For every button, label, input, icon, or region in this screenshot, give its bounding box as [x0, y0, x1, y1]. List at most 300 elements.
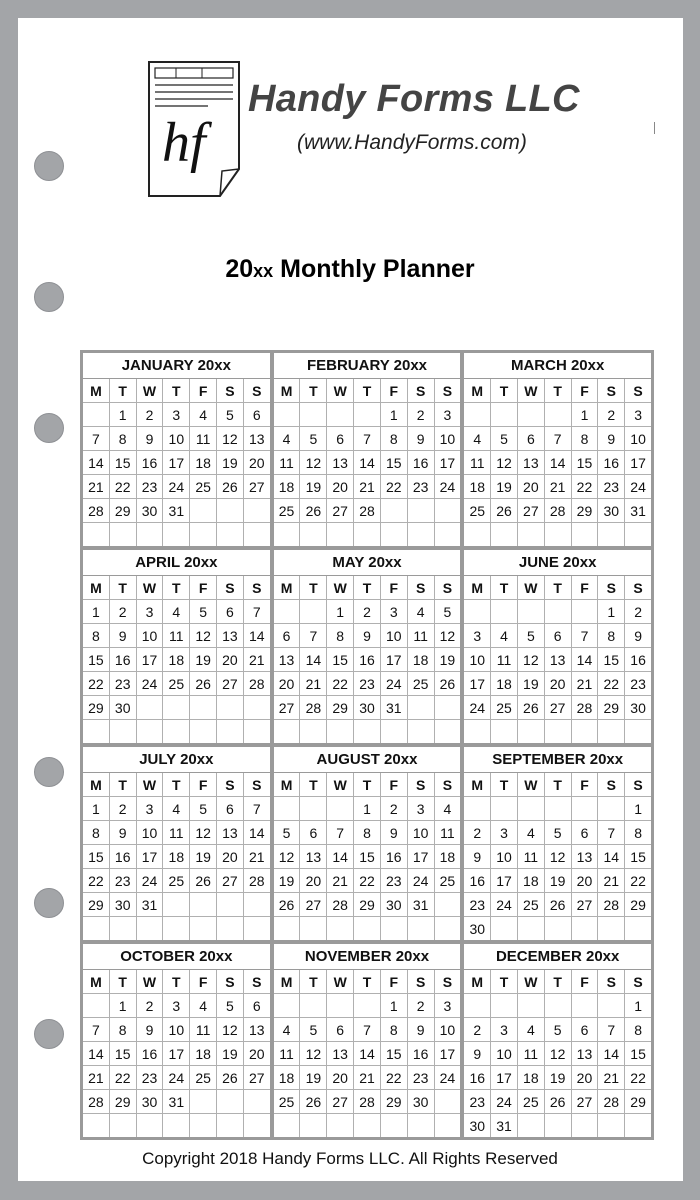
day-cell: 22	[625, 869, 651, 892]
day-cell: 31	[625, 499, 651, 522]
day-cell: 31	[408, 893, 434, 916]
day-cell: 5	[274, 821, 300, 844]
month-title: JUNE 20xx	[464, 550, 651, 576]
day-cell: 25	[274, 499, 300, 522]
empty-cell	[327, 797, 353, 820]
company-website: (www.HandyForms.com)	[297, 131, 527, 154]
day-cell: 30	[464, 917, 490, 940]
day-cell: 7	[598, 821, 624, 844]
weekday-label: T	[545, 970, 571, 993]
day-cell: 15	[83, 648, 109, 671]
day-cell: 23	[110, 869, 136, 892]
day-cell: 30	[381, 893, 407, 916]
day-cell: 12	[491, 451, 517, 474]
day-cell: 16	[137, 451, 163, 474]
day-cell: 28	[83, 1090, 109, 1113]
company-name: Handy Forms LLC	[248, 78, 580, 120]
day-cell: 6	[274, 624, 300, 647]
day-cell: 4	[190, 403, 216, 426]
empty-cell	[217, 720, 243, 743]
weekday-label: M	[274, 773, 300, 796]
day-cell: 21	[354, 475, 380, 498]
day-cell: 31	[163, 1090, 189, 1113]
weekday-label: T	[354, 970, 380, 993]
empty-cell	[545, 994, 571, 1017]
empty-cell	[625, 917, 651, 940]
day-cell: 2	[408, 403, 434, 426]
day-cell: 10	[381, 624, 407, 647]
day-cell: 25	[163, 869, 189, 892]
day-cell: 17	[137, 648, 163, 671]
month-calendar	[274, 944, 461, 1137]
day-cell: 10	[491, 845, 517, 868]
day-cell: 15	[354, 845, 380, 868]
day-cell: 14	[244, 821, 270, 844]
weekday-label: W	[327, 379, 353, 402]
weekday-label: S	[408, 576, 434, 599]
empty-cell	[83, 917, 109, 940]
day-cell: 1	[110, 403, 136, 426]
day-cell: 9	[625, 624, 651, 647]
empty-cell	[83, 994, 109, 1017]
day-cell: 13	[572, 1042, 598, 1065]
month-title: MAY 20xx	[274, 550, 461, 576]
weekday-label: T	[163, 379, 189, 402]
day-cell: 28	[598, 1090, 624, 1113]
empty-cell	[190, 893, 216, 916]
empty-cell	[190, 523, 216, 546]
empty-cell	[190, 1090, 216, 1113]
day-cell: 27	[518, 499, 544, 522]
day-cell: 4	[163, 797, 189, 820]
month-calendar	[464, 747, 651, 940]
day-cell: 14	[545, 451, 571, 474]
weekday-label: S	[435, 379, 461, 402]
weekday-label: S	[217, 576, 243, 599]
day-grid	[83, 379, 270, 546]
empty-cell	[274, 600, 300, 623]
day-cell: 30	[137, 1090, 163, 1113]
day-cell: 17	[464, 672, 490, 695]
day-cell: 1	[625, 994, 651, 1017]
empty-cell	[244, 499, 270, 522]
day-cell: 17	[491, 1066, 517, 1089]
weekday-label: W	[518, 773, 544, 796]
day-cell: 16	[408, 1042, 434, 1065]
day-cell: 28	[354, 499, 380, 522]
empty-cell	[244, 1114, 270, 1137]
day-cell: 11	[518, 845, 544, 868]
day-cell: 26	[217, 475, 243, 498]
day-cell: 8	[327, 624, 353, 647]
day-cell: 2	[354, 600, 380, 623]
weekday-label: W	[518, 970, 544, 993]
day-cell: 5	[190, 797, 216, 820]
day-cell: 29	[110, 1090, 136, 1113]
empty-cell	[435, 893, 461, 916]
day-cell: 9	[598, 427, 624, 450]
empty-cell	[435, 1090, 461, 1113]
day-cell: 23	[354, 672, 380, 695]
day-cell: 9	[137, 1018, 163, 1041]
month-title: JANUARY 20xx	[83, 353, 270, 379]
empty-cell	[464, 797, 490, 820]
weekday-label: T	[163, 576, 189, 599]
empty-cell	[572, 523, 598, 546]
day-cell: 10	[464, 648, 490, 671]
day-grid	[464, 773, 651, 940]
weekday-label: T	[354, 379, 380, 402]
empty-cell	[491, 917, 517, 940]
empty-cell	[163, 720, 189, 743]
empty-cell	[327, 720, 353, 743]
day-cell: 13	[300, 845, 326, 868]
day-cell: 15	[625, 1042, 651, 1065]
empty-cell	[163, 893, 189, 916]
day-cell: 18	[435, 845, 461, 868]
day-cell: 16	[464, 1066, 490, 1089]
day-cell: 21	[83, 1066, 109, 1089]
day-cell: 2	[598, 403, 624, 426]
day-cell: 29	[354, 893, 380, 916]
day-cell: 20	[327, 475, 353, 498]
day-cell: 21	[327, 869, 353, 892]
day-cell: 19	[274, 869, 300, 892]
weekday-label: T	[300, 379, 326, 402]
weekday-label: M	[83, 970, 109, 993]
empty-cell	[137, 523, 163, 546]
empty-cell	[163, 1114, 189, 1137]
day-cell: 27	[327, 1090, 353, 1113]
weekday-label: M	[464, 379, 490, 402]
day-cell: 14	[598, 1042, 624, 1065]
day-cell: 17	[163, 1042, 189, 1065]
page-title	[0, 255, 700, 284]
empty-cell	[274, 917, 300, 940]
day-cell: 25	[464, 499, 490, 522]
day-cell: 30	[408, 1090, 434, 1113]
binder-hole	[34, 757, 64, 787]
empty-cell	[244, 523, 270, 546]
day-cell: 7	[354, 1018, 380, 1041]
weekday-label: S	[408, 970, 434, 993]
day-cell: 7	[244, 797, 270, 820]
month-calendar	[464, 944, 651, 1137]
empty-cell	[217, 1114, 243, 1137]
day-cell: 3	[137, 797, 163, 820]
empty-cell	[137, 720, 163, 743]
day-cell: 13	[217, 624, 243, 647]
empty-cell	[274, 523, 300, 546]
day-cell: 4	[518, 821, 544, 844]
day-cell: 24	[435, 1066, 461, 1089]
day-cell: 16	[625, 648, 651, 671]
day-cell: 23	[137, 1066, 163, 1089]
day-cell: 31	[381, 696, 407, 719]
empty-cell	[190, 1114, 216, 1137]
month-title: NOVEMBER 20xx	[274, 944, 461, 970]
day-cell: 17	[381, 648, 407, 671]
day-cell: 19	[491, 475, 517, 498]
day-cell: 9	[408, 1018, 434, 1041]
day-cell: 30	[464, 1114, 490, 1137]
month-calendar	[274, 353, 461, 546]
day-cell: 5	[491, 427, 517, 450]
weekday-label: F	[572, 576, 598, 599]
weekday-label: S	[408, 379, 434, 402]
empty-cell	[491, 994, 517, 1017]
day-cell: 11	[190, 427, 216, 450]
day-cell: 5	[217, 994, 243, 1017]
day-cell: 9	[110, 624, 136, 647]
day-cell: 4	[274, 427, 300, 450]
day-cell: 3	[491, 1018, 517, 1041]
day-cell: 7	[83, 427, 109, 450]
empty-cell	[190, 720, 216, 743]
binder-hole	[34, 1019, 64, 1049]
day-grid	[83, 970, 270, 1137]
day-cell: 19	[300, 475, 326, 498]
weekday-label: W	[137, 379, 163, 402]
day-cell: 21	[244, 648, 270, 671]
day-cell: 20	[217, 845, 243, 868]
day-cell: 16	[137, 1042, 163, 1065]
day-cell: 18	[190, 451, 216, 474]
day-cell: 3	[435, 994, 461, 1017]
weekday-label: S	[598, 773, 624, 796]
day-cell: 5	[545, 821, 571, 844]
day-cell: 6	[545, 624, 571, 647]
empty-cell	[300, 403, 326, 426]
day-cell: 12	[300, 451, 326, 474]
day-grid	[83, 773, 270, 940]
empty-cell	[625, 1114, 651, 1137]
month-calendar	[83, 944, 270, 1137]
empty-cell	[217, 696, 243, 719]
day-cell: 12	[518, 648, 544, 671]
empty-cell	[300, 1114, 326, 1137]
empty-cell	[163, 696, 189, 719]
day-cell: 12	[190, 624, 216, 647]
day-cell: 18	[274, 1066, 300, 1089]
day-cell: 4	[464, 427, 490, 450]
day-cell: 13	[327, 1042, 353, 1065]
month-title: APRIL 20xx	[83, 550, 270, 576]
day-cell: 8	[110, 1018, 136, 1041]
weekday-label: M	[274, 576, 300, 599]
day-cell: 7	[83, 1018, 109, 1041]
day-cell: 25	[518, 1090, 544, 1113]
weekday-label: S	[598, 379, 624, 402]
day-cell: 15	[110, 1042, 136, 1065]
day-cell: 27	[572, 1090, 598, 1113]
day-cell: 8	[110, 427, 136, 450]
empty-cell	[491, 523, 517, 546]
weekday-label: M	[274, 970, 300, 993]
empty-cell	[190, 917, 216, 940]
empty-cell	[518, 600, 544, 623]
empty-cell	[274, 720, 300, 743]
day-cell: 8	[625, 1018, 651, 1041]
day-cell: 3	[163, 994, 189, 1017]
day-cell: 19	[190, 845, 216, 868]
empty-cell	[625, 720, 651, 743]
weekday-label: F	[190, 970, 216, 993]
day-cell: 9	[464, 1042, 490, 1065]
day-cell: 3	[137, 600, 163, 623]
day-cell: 17	[137, 845, 163, 868]
weekday-label: F	[190, 773, 216, 796]
day-cell: 2	[408, 994, 434, 1017]
empty-cell	[408, 696, 434, 719]
day-cell: 18	[464, 475, 490, 498]
day-cell: 6	[518, 427, 544, 450]
day-cell: 8	[572, 427, 598, 450]
day-cell: 14	[598, 845, 624, 868]
empty-cell	[83, 720, 109, 743]
weekday-label: T	[491, 773, 517, 796]
day-cell: 10	[408, 821, 434, 844]
weekday-label: F	[381, 773, 407, 796]
empty-cell	[354, 1114, 380, 1137]
day-cell: 29	[327, 696, 353, 719]
day-cell: 18	[274, 475, 300, 498]
empty-cell	[408, 917, 434, 940]
day-cell: 18	[190, 1042, 216, 1065]
day-grid	[464, 970, 651, 1137]
weekday-label: S	[244, 379, 270, 402]
day-cell: 9	[464, 845, 490, 868]
day-cell: 13	[244, 1018, 270, 1041]
day-cell: 30	[110, 696, 136, 719]
day-cell: 15	[572, 451, 598, 474]
day-cell: 30	[110, 893, 136, 916]
day-cell: 18	[163, 845, 189, 868]
day-cell: 20	[300, 869, 326, 892]
day-cell: 7	[327, 821, 353, 844]
day-cell: 24	[137, 672, 163, 695]
weekday-label: F	[381, 379, 407, 402]
empty-cell	[598, 994, 624, 1017]
empty-cell	[545, 720, 571, 743]
day-cell: 14	[572, 648, 598, 671]
day-cell: 25	[163, 672, 189, 695]
day-cell: 13	[217, 821, 243, 844]
weekday-label: T	[545, 773, 571, 796]
day-cell: 19	[435, 648, 461, 671]
empty-cell	[354, 917, 380, 940]
day-cell: 4	[274, 1018, 300, 1041]
empty-cell	[110, 1114, 136, 1137]
day-cell: 4	[163, 600, 189, 623]
empty-cell	[491, 403, 517, 426]
day-cell: 20	[572, 1066, 598, 1089]
day-cell: 3	[381, 600, 407, 623]
day-cell: 24	[491, 893, 517, 916]
empty-cell	[545, 600, 571, 623]
day-cell: 2	[137, 994, 163, 1017]
empty-cell	[137, 1114, 163, 1137]
day-cell: 8	[83, 624, 109, 647]
weekday-label: F	[190, 576, 216, 599]
day-cell: 18	[163, 648, 189, 671]
day-cell: 11	[274, 1042, 300, 1065]
day-cell: 1	[381, 403, 407, 426]
day-cell: 10	[435, 427, 461, 450]
empty-cell	[300, 720, 326, 743]
day-cell: 5	[435, 600, 461, 623]
day-cell: 24	[137, 869, 163, 892]
company-logo	[148, 61, 240, 202]
month-calendar	[464, 353, 651, 546]
day-cell: 29	[598, 696, 624, 719]
day-cell: 13	[545, 648, 571, 671]
empty-cell	[300, 917, 326, 940]
day-cell: 20	[545, 672, 571, 695]
day-cell: 17	[163, 451, 189, 474]
empty-cell	[163, 917, 189, 940]
day-cell: 28	[300, 696, 326, 719]
day-cell: 1	[381, 994, 407, 1017]
empty-cell	[625, 523, 651, 546]
empty-cell	[491, 797, 517, 820]
empty-cell	[244, 893, 270, 916]
empty-cell	[327, 917, 353, 940]
day-cell: 13	[274, 648, 300, 671]
empty-cell	[518, 917, 544, 940]
day-cell: 9	[354, 624, 380, 647]
day-cell: 24	[491, 1090, 517, 1113]
day-cell: 25	[518, 893, 544, 916]
empty-cell	[217, 523, 243, 546]
day-cell: 12	[545, 845, 571, 868]
weekday-label: M	[464, 970, 490, 993]
weekday-label: F	[572, 379, 598, 402]
day-cell: 11	[491, 648, 517, 671]
day-cell: 18	[491, 672, 517, 695]
empty-cell	[435, 523, 461, 546]
weekday-label: W	[327, 970, 353, 993]
weekday-label: S	[625, 773, 651, 796]
day-cell: 14	[354, 1042, 380, 1065]
day-cell: 3	[408, 797, 434, 820]
day-cell: 3	[625, 403, 651, 426]
day-cell: 17	[435, 1042, 461, 1065]
month-title: DECEMBER 20xx	[464, 944, 651, 970]
empty-cell	[572, 917, 598, 940]
day-cell: 28	[354, 1090, 380, 1113]
empty-cell	[300, 797, 326, 820]
month-title: OCTOBER 20xx	[83, 944, 270, 970]
day-cell: 21	[354, 1066, 380, 1089]
day-cell: 20	[274, 672, 300, 695]
day-cell: 25	[408, 672, 434, 695]
empty-cell	[518, 523, 544, 546]
day-cell: 10	[435, 1018, 461, 1041]
day-cell: 14	[354, 451, 380, 474]
day-cell: 19	[190, 648, 216, 671]
divider	[654, 122, 655, 134]
copyright-notice: Copyright 2018 Handy Forms LLC. All Rights Reserved	[142, 1149, 558, 1168]
day-cell: 27	[274, 696, 300, 719]
day-cell: 6	[300, 821, 326, 844]
day-cell: 20	[518, 475, 544, 498]
weekday-label: F	[572, 970, 598, 993]
weekday-label: T	[545, 576, 571, 599]
day-cell: 20	[244, 1042, 270, 1065]
day-cell: 23	[137, 475, 163, 498]
day-cell: 29	[625, 893, 651, 916]
